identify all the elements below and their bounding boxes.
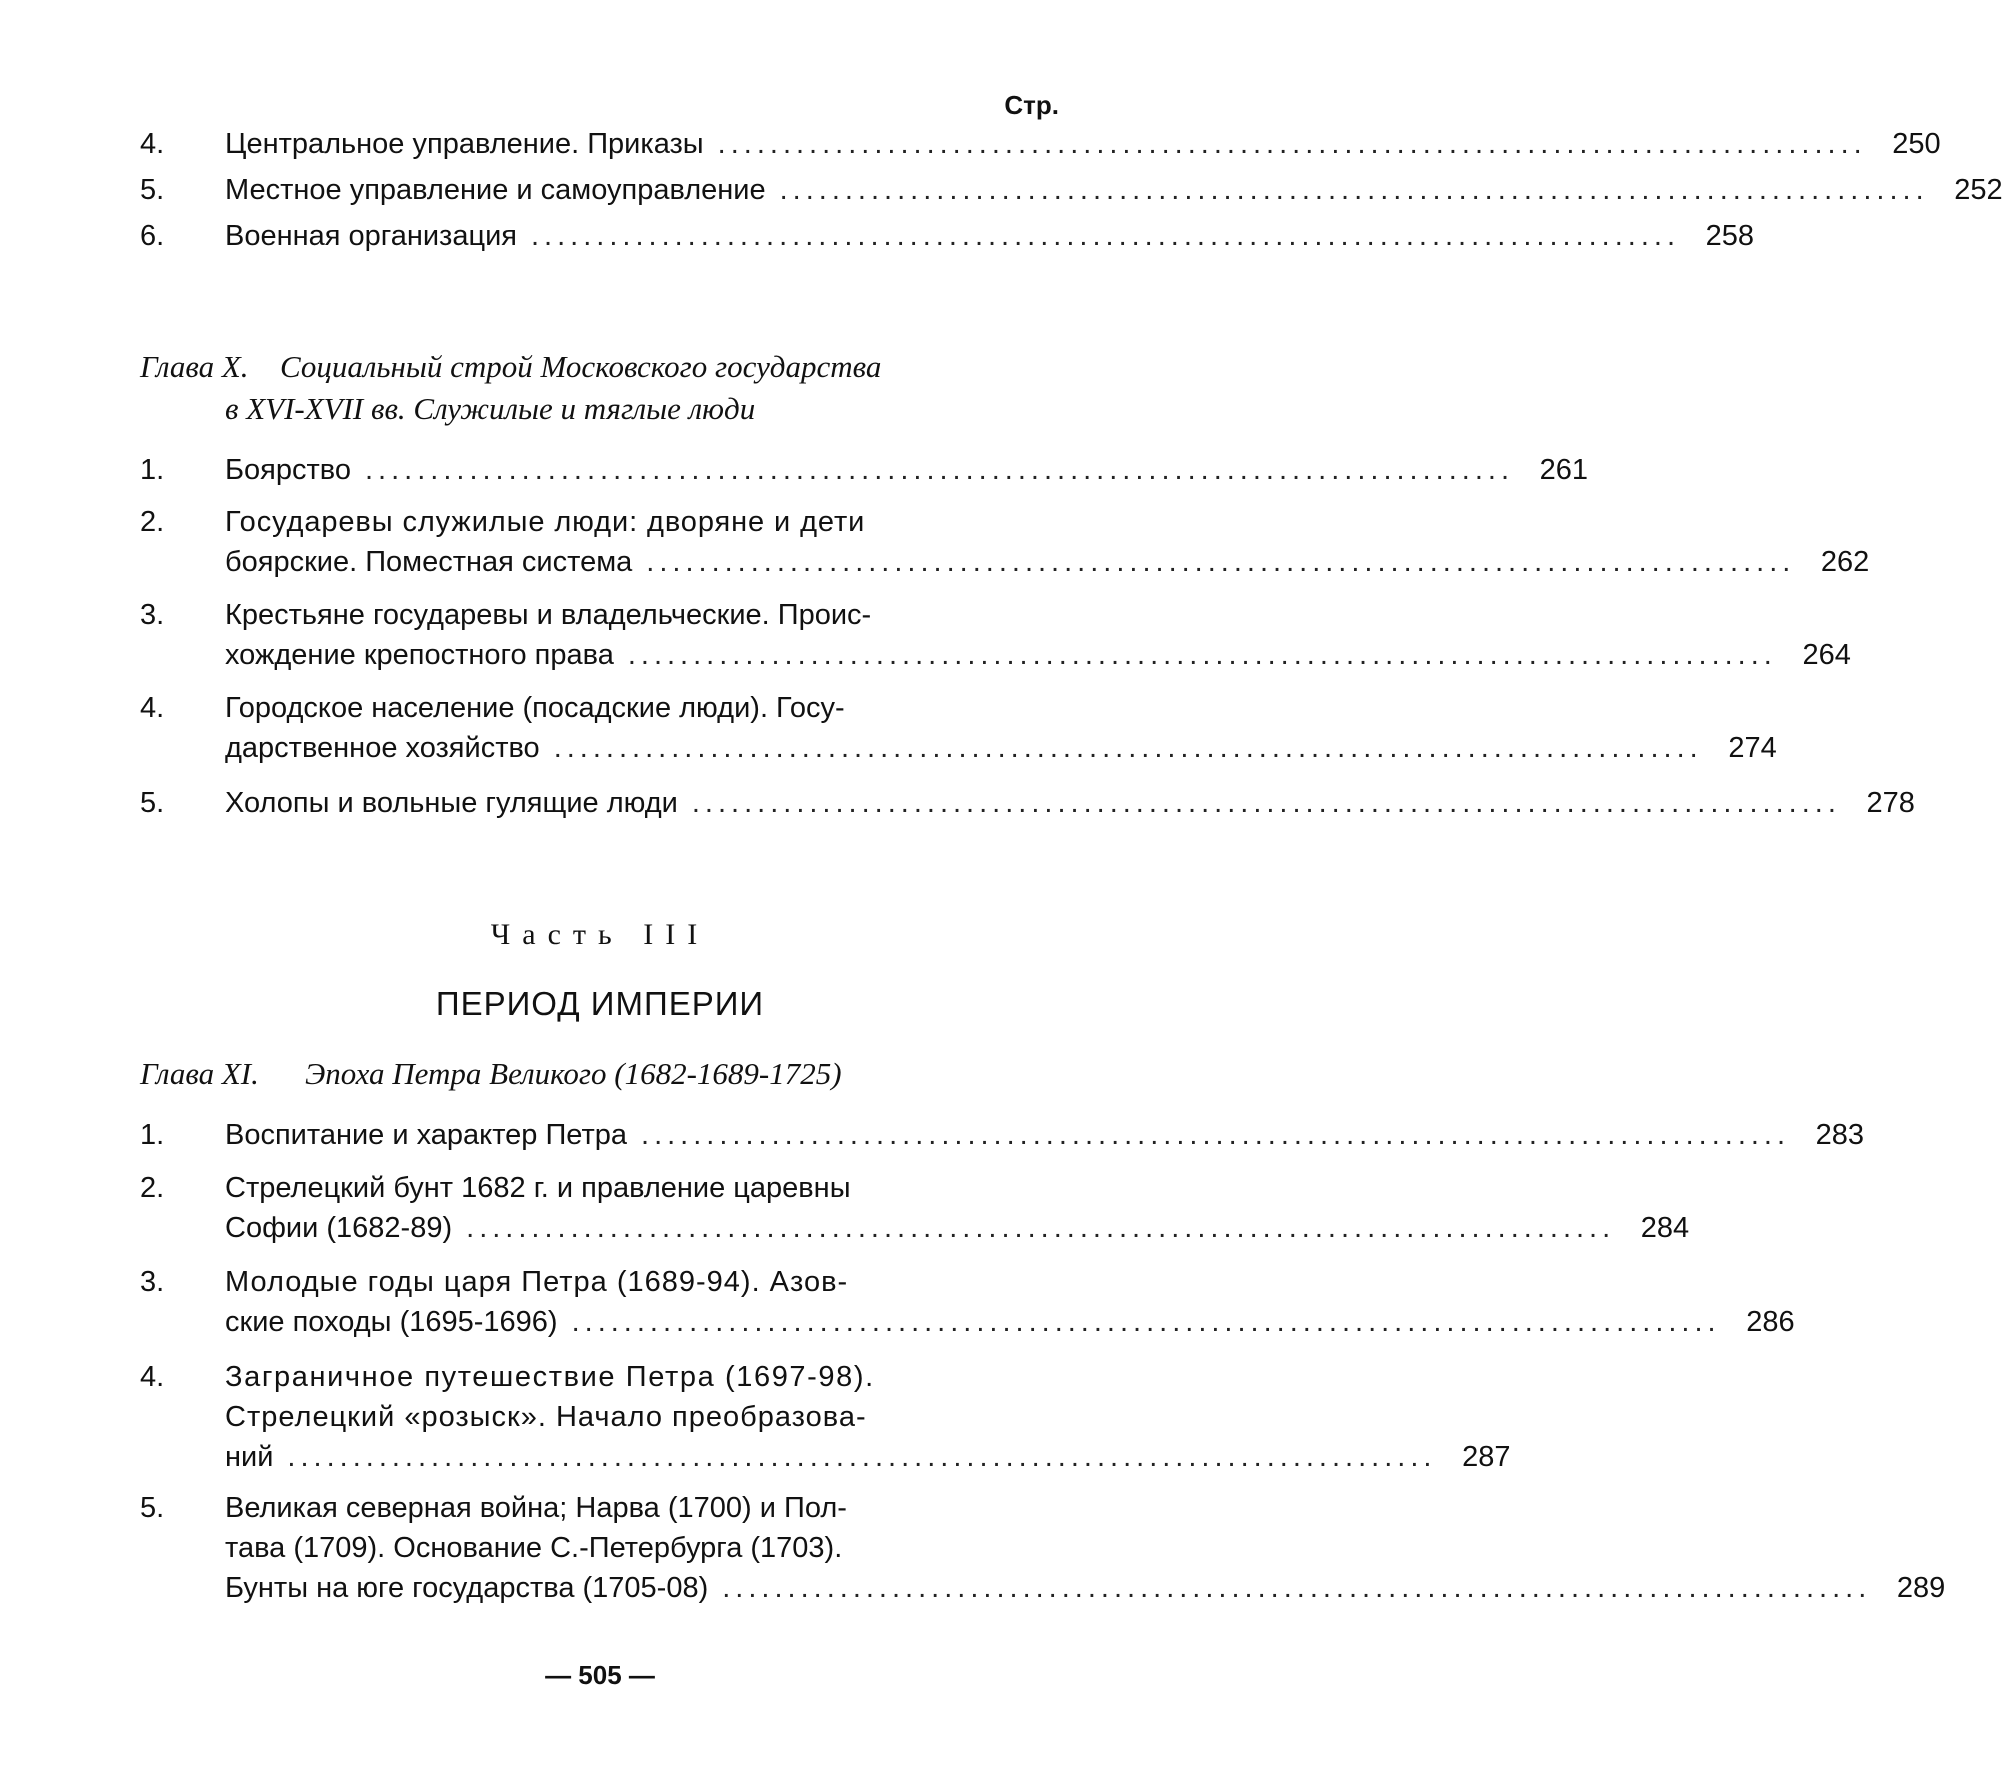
- entry-title-line: Стрелецкий «розыск». Начало преобразова-: [225, 1401, 867, 1433]
- entry-number: 6.: [140, 220, 165, 252]
- entry-number: 2.: [140, 1172, 165, 1204]
- entry-title-line: ские походы (1695-1696): [225, 1306, 558, 1338]
- entry-title-line: тава (1709). Основание С.-Петербурга (1703).: [225, 1532, 843, 1564]
- entry-number: 4.: [140, 692, 165, 724]
- entry-page: 262: [1820, 546, 1870, 578]
- entry-number: 1.: [140, 454, 165, 486]
- entry-number: 5.: [140, 174, 165, 206]
- entry-title-line: Заграничное путешествие Петра (1697-98).: [225, 1361, 875, 1393]
- entry-title: Военная организация: [225, 220, 517, 252]
- entry-title-line: ний: [225, 1441, 274, 1473]
- entry-title: Местное управление и самоуправление: [225, 174, 766, 206]
- entry-title-line: Стрелецкий бунт 1682 г. и правление царевны: [225, 1172, 851, 1204]
- leader-dots: ........................................................................................: [691, 787, 1841, 819]
- entry-title: Холопы и вольные гулящие люди: [225, 787, 678, 819]
- entry-number: 1.: [140, 1119, 165, 1151]
- entry-number: 2.: [140, 506, 165, 538]
- leader-dots: ........................................................................................: [364, 454, 1515, 486]
- entry-title-line: Молодые годы царя Петра (1689-94). Азов-: [225, 1266, 849, 1298]
- entry-title: Боярство: [225, 454, 351, 486]
- entry-page: 258: [1705, 220, 1755, 252]
- entry-number: 3.: [140, 599, 165, 631]
- chapter-label: Глава XI.: [140, 1056, 259, 1091]
- leader-dots: ........................................................................................: [717, 128, 1867, 160]
- leader-dots: ........................................................................................: [779, 174, 1929, 206]
- entry-title-line: Великая северная война; Нарва (1700) и Пол-: [225, 1492, 847, 1524]
- leader-dots: ........................................................................................: [531, 220, 1681, 252]
- entry-page: 287: [1462, 1441, 1511, 1473]
- part-label: Часть III: [490, 918, 710, 951]
- part-title: ПЕРИОД ИМПЕРИИ: [435, 985, 765, 1022]
- entry-number: 5.: [140, 1492, 165, 1524]
- entry-page: 252: [1954, 174, 2003, 206]
- entry-title-line: Крестьяне государевы и владельческие. Проис-: [225, 599, 872, 631]
- chapter-title-line: Эпоха Петра Великого (1682-1689-1725): [305, 1056, 842, 1091]
- chapter-title-line: в XVI-XVII вв. Служилые и тяглые люди: [225, 391, 756, 426]
- entry-page: 278: [1866, 787, 1915, 819]
- entry-title-line: Городское население (посадские люди). Госу-: [225, 692, 845, 724]
- entry-title-line: хождение крепостного права: [225, 639, 614, 671]
- leader-dots: ........................................................................................: [646, 546, 1796, 578]
- entry-page: 264: [1802, 639, 1851, 671]
- entry-page: 289: [1896, 1572, 1946, 1604]
- entry-title: Центральное управление. Приказы: [225, 128, 704, 160]
- entry-number: 3.: [140, 1266, 165, 1298]
- leader-dots: ........................................................................................: [641, 1119, 1791, 1151]
- leader-dots: ........................................................................................: [553, 732, 1703, 764]
- entry-title: Воспитание и характер Петра: [225, 1119, 628, 1151]
- leader-dots: ........................................................................................: [571, 1306, 1721, 1338]
- entry-page: 284: [1640, 1212, 1690, 1244]
- entry-title-line: Бунты на юге государства (1705-08): [225, 1572, 709, 1604]
- entry-number: 5.: [140, 787, 165, 819]
- entry-number: 4.: [140, 1361, 165, 1393]
- page-number-footer: — 505 —: [545, 1660, 655, 1690]
- entry-page: 250: [1892, 128, 1941, 160]
- entry-page: 261: [1539, 454, 1589, 486]
- chapter-heading: [140, 346, 1060, 430]
- chapter-label: Глава X.: [140, 349, 249, 384]
- entry-title-line: Государевы служилые люди: дворяне и дети: [225, 506, 866, 538]
- entry-title-line: дарственное хозяйство: [225, 732, 540, 764]
- leader-dots: ........................................................................................: [722, 1572, 1872, 1604]
- chapter-title-line: Социальный строй Московского государства: [280, 349, 882, 384]
- entry-page: 274: [1728, 732, 1777, 764]
- entry-title-line: Софии (1682-89): [225, 1212, 453, 1244]
- leader-dots: ........................................................................................: [627, 639, 1777, 671]
- page-column-header: Стр.: [1004, 90, 1059, 120]
- entry-page: 286: [1746, 1306, 1795, 1338]
- leader-dots: ........................................................................................: [466, 1212, 1616, 1244]
- entry-title-line: боярские. Поместная система: [225, 546, 633, 578]
- entry-page: 283: [1815, 1119, 1865, 1151]
- chapter-heading: [140, 1053, 1060, 1095]
- leader-dots: ........................................................................................: [287, 1441, 1437, 1473]
- entry-number: 4.: [140, 128, 165, 160]
